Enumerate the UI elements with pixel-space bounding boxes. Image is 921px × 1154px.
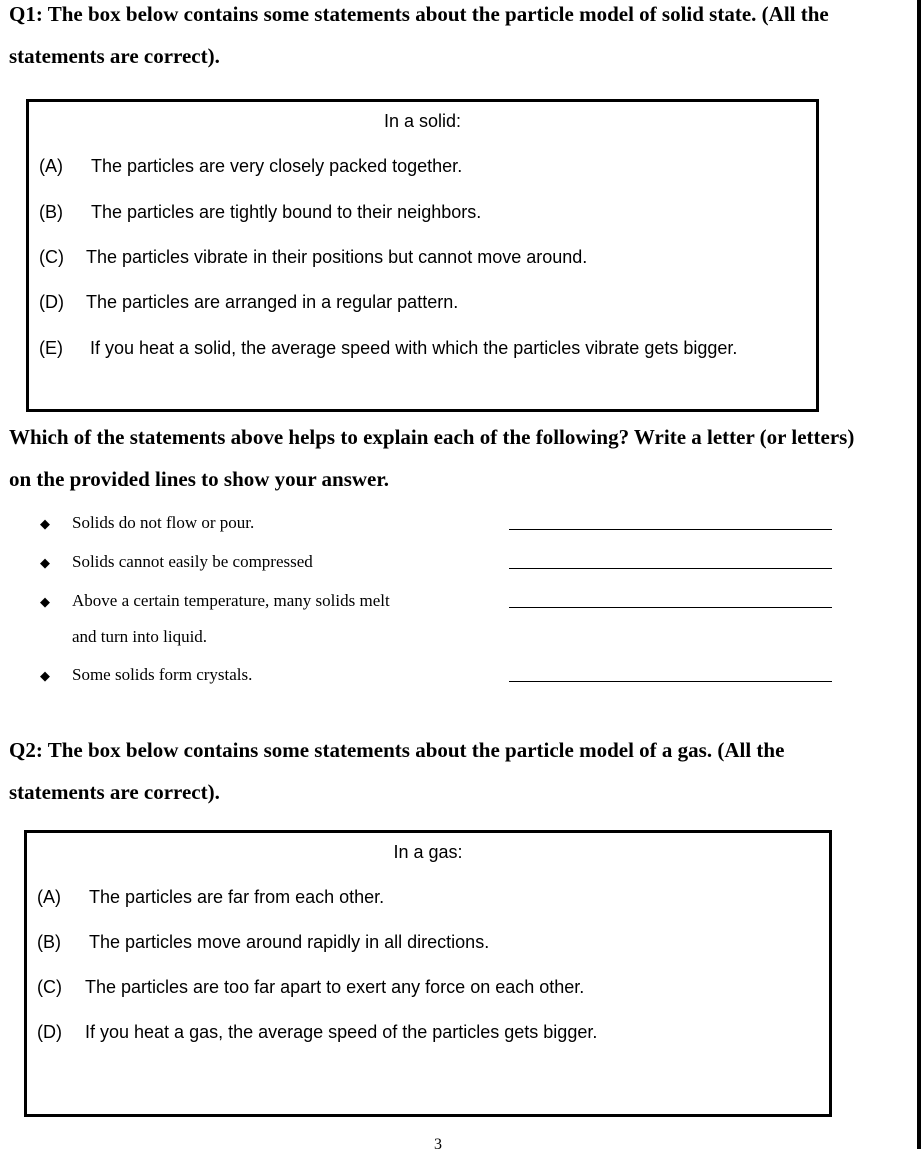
statement-text: If you heat a solid, the average speed with which the particles vibrate gets bigger. bbox=[90, 338, 738, 358]
statement-text: The particles are arranged in a regular pattern. bbox=[86, 292, 459, 312]
bullet-text: Above a certain temperature, many solids melt and turn into liquid. bbox=[72, 591, 390, 646]
q2-statement-c bbox=[37, 974, 805, 1001]
answer-line-1[interactable] bbox=[509, 529, 832, 530]
answer-line-4[interactable] bbox=[509, 681, 832, 682]
q2-statement-box bbox=[24, 830, 832, 1117]
statement-letter: (E) bbox=[39, 338, 63, 358]
q1-statement-b bbox=[39, 199, 792, 226]
q1-instruction: Which of the statements above helps to explain each of the following? Write a letter (or letters) on the provided lines to show your answer. bbox=[9, 425, 855, 491]
statement-letter: (A) bbox=[37, 887, 61, 907]
q1-statement-a bbox=[39, 153, 792, 180]
q2-statement-a bbox=[37, 884, 805, 911]
statement-letter: (D) bbox=[37, 1022, 62, 1042]
page-number: 3 bbox=[434, 1136, 442, 1153]
bullet-text: Solids cannot easily be compressed bbox=[72, 552, 313, 571]
statement-text: If you heat a gas, the average speed of the particles gets bigger. bbox=[85, 1022, 598, 1042]
statement-letter: (C) bbox=[39, 247, 64, 267]
statement-letter: (D) bbox=[39, 292, 64, 312]
statement-text: The particles vibrate in their positions but cannot move around. bbox=[86, 247, 588, 267]
q2-heading: Q2: The box below contains some statements about the particle model of a gas. (All the statements are correct). bbox=[9, 738, 785, 804]
page-edge-border bbox=[917, 0, 921, 1149]
statement-letter: (B) bbox=[39, 202, 63, 222]
statement-text: The particles move around rapidly in all directions. bbox=[89, 932, 490, 952]
statement-letter: (C) bbox=[37, 977, 62, 997]
q1-statement-e bbox=[39, 335, 792, 362]
q1-heading: Q1: The box below contains some statements about the particle model of solid state. (All the statements are correct). bbox=[9, 2, 829, 68]
answer-line-2[interactable] bbox=[509, 568, 832, 569]
statement-text: The particles are very closely packed together. bbox=[91, 156, 463, 176]
q1-statement-c bbox=[39, 244, 792, 271]
statement-text: The particles are far from each other. bbox=[89, 887, 385, 907]
q2-statement-b bbox=[37, 929, 805, 956]
statement-text: The particles are too far apart to exert any force on each other. bbox=[85, 977, 585, 997]
q2-statement-d bbox=[37, 1019, 805, 1046]
bullet-text: Solids do not flow or pour. bbox=[72, 513, 255, 532]
q1-statement-box bbox=[26, 99, 819, 412]
answer-line-3[interactable] bbox=[509, 607, 832, 608]
q2-box-title: In a gas: bbox=[393, 842, 463, 862]
diamond-bullet-icon: ◆ bbox=[40, 668, 50, 683]
diamond-bullet-icon: ◆ bbox=[40, 594, 50, 609]
bullet-text: Some solids form crystals. bbox=[72, 665, 253, 684]
diamond-bullet-icon: ◆ bbox=[40, 516, 50, 531]
q1-statement-d bbox=[39, 289, 792, 316]
q1-box-title: In a solid: bbox=[383, 111, 462, 131]
statement-text: The particles are tightly bound to their neighbors. bbox=[91, 202, 482, 222]
statement-letter: (B) bbox=[37, 932, 61, 952]
statement-letter: (A) bbox=[39, 156, 63, 176]
diamond-bullet-icon: ◆ bbox=[40, 555, 50, 570]
